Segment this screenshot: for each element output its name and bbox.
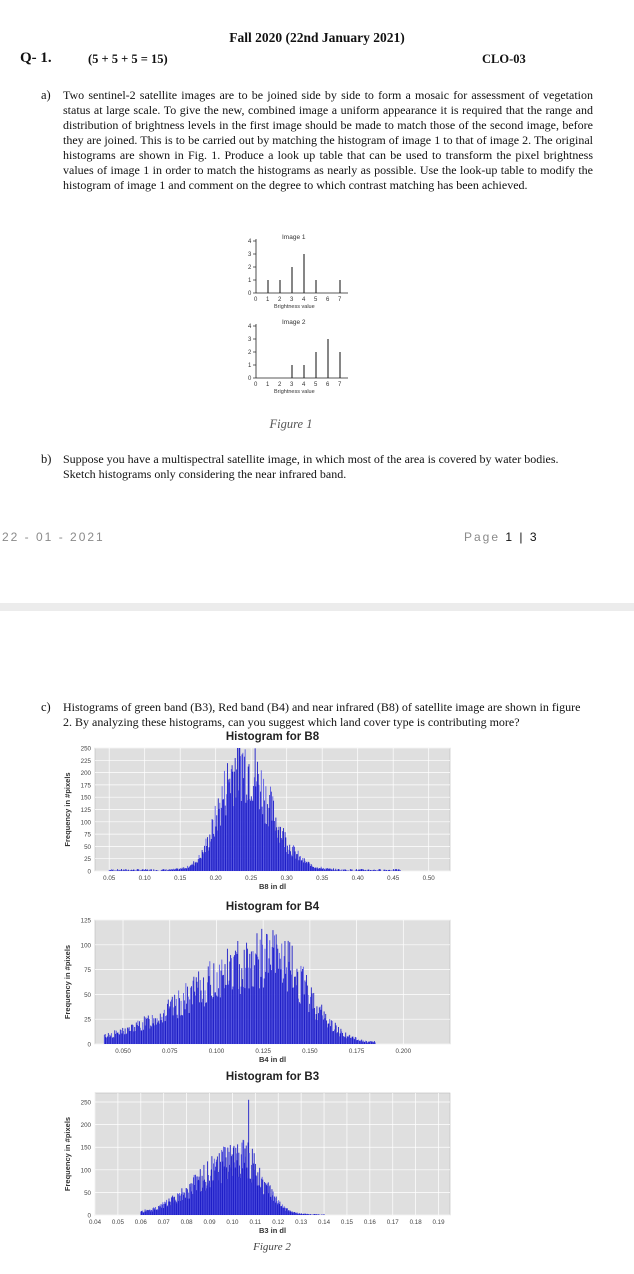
chart-title: Histogram for B8 [225,731,320,743]
y-tick-label: 100 [80,1167,91,1175]
x-tick-label: 0.125 [255,1048,271,1055]
y-tick-label: 50 [84,843,91,851]
x-tick-label: 0.12 [272,1219,285,1226]
x-tick-label: 0.05 [111,1219,124,1226]
y-tick-label: 100 [80,942,91,950]
x-tick-label: 0.050 [115,1048,131,1055]
exam-header [0,30,634,46]
x-axis-label: B8 in dl [258,882,287,891]
y-tick-label: 1 [248,363,252,369]
x-tick-label: 0.45 [387,875,400,882]
x-axis-label: Brightness value [274,304,315,310]
y-tick-label: 50 [84,1189,91,1197]
x-tick-label: 0.50 [422,875,435,882]
y-axis-label: Frequency in #pixels [63,1116,72,1192]
x-tick-label: 0.10 [226,1219,239,1226]
x-tick-label: 2 [278,297,282,303]
x-tick-label: 0.175 [348,1048,365,1055]
x-tick-label: 0.17 [386,1219,399,1226]
y-tick-label: 2 [248,350,252,356]
image-2-title: Image 2 [282,319,306,326]
y-tick-label: 125 [80,807,91,814]
histogram-b8 [60,728,460,893]
image-1-histogram [248,234,348,310]
y-tick-label: 2 [248,265,252,271]
x-tick-label: 0.11 [249,1219,262,1226]
figure-1-caption: Figure 1 [269,417,313,431]
question-marks: (5 + 5 + 5 = 15) [88,52,168,66]
y-axis-label: Frequency in #pixels [63,944,72,1020]
x-tick-label: 5 [314,382,318,388]
y-tick-label: 100 [80,819,91,827]
x-tick-label: 3 [290,382,294,388]
x-tick-label: 0.100 [208,1048,225,1055]
x-tick-label: 6 [326,297,330,303]
figure-1 [228,228,368,406]
x-tick-label: 0.10 [138,875,151,882]
part-a-letter: a) [41,88,51,102]
x-tick-label: 0.15 [340,1219,353,1226]
y-tick-label: 200 [80,1122,91,1130]
clo-label: CLO-03 [482,52,526,66]
figure-2-caption: Figure 2 [253,1241,291,1253]
x-axis-label: Brightness value [274,389,315,395]
chart-title: Histogram for B4 [225,901,320,913]
x-tick-label: 0.04 [88,1219,102,1226]
y-tick-label: 25 [84,1016,91,1024]
x-tick-label: 0.18 [409,1219,422,1226]
x-tick-label: 0.16 [363,1219,376,1226]
page-prefix: Page [464,530,501,544]
x-tick-label: 0.20 [209,875,222,882]
y-tick-label: 3 [248,252,252,258]
x-tick-label: 0.08 [180,1219,193,1226]
y-tick-label: 0 [248,376,252,382]
image-1-title: Image 1 [282,234,306,241]
y-tick-label: 4 [248,239,252,245]
x-tick-label: 0.07 [157,1219,170,1226]
page-total: | 3 [519,530,539,544]
page-separator [0,603,634,611]
y-tick-label: 1 [248,278,252,284]
x-tick-label: 0.40 [351,875,364,882]
y-tick-label: 0 [87,1212,91,1220]
y-tick-label: 250 [80,745,91,753]
part-c-letter: c) [41,700,51,714]
y-tick-label: 150 [80,794,91,802]
x-tick-label: 0.15 [174,875,187,882]
x-tick-label: 3 [290,297,294,303]
chart-title: Histogram for B3 [225,1071,320,1083]
x-axis-label: B3 in dl [258,1226,287,1235]
y-tick-label: 50 [84,991,91,999]
histogram-b3 [60,1068,460,1240]
page-current: 1 [505,530,515,544]
x-tick-label: 7 [338,382,342,388]
x-tick-label: 0.30 [280,875,293,882]
part-b-letter: b) [41,452,52,466]
part-c-text: Histograms of green band (B3), Red band (B4) and near infrared (B8) of satellite image are shown in figure 2. By analyzing these histograms, can you suggest which land cover type is contributing more? [63,700,581,729]
y-tick-label: 125 [80,917,91,925]
y-tick-label: 175 [80,782,91,790]
x-tick-label: 0.35 [316,875,329,882]
y-tick-label: 0 [248,291,252,297]
image-2-histogram [248,319,348,395]
y-tick-label: 150 [80,1144,91,1152]
y-tick-label: 3 [248,337,252,343]
x-tick-label: 4 [302,297,306,303]
x-tick-label: 0.05 [103,875,116,882]
x-tick-label: 0.25 [245,875,258,882]
x-tick-label: 0.06 [134,1219,147,1226]
y-axis-label: Frequency in #pixels [63,772,72,847]
x-tick-label: 4 [302,382,306,388]
x-tick-label: 5 [314,297,318,303]
exam-title: Fall 2020 (22nd January 2021) [229,30,405,45]
x-tick-label: 0.09 [203,1219,216,1226]
y-tick-label: 75 [84,831,91,839]
x-tick-label: 0.075 [161,1048,178,1055]
x-tick-label: 0 [254,382,258,388]
x-tick-label: 2 [278,382,282,388]
histogram-b4 [60,898,460,1068]
x-tick-label: 0.200 [395,1048,412,1055]
footer-date: 22 - 01 - 2021 [2,530,105,544]
x-tick-label: 0.150 [302,1048,318,1055]
y-tick-label: 0 [87,868,91,876]
x-axis-label: B4 in dl [258,1055,287,1064]
y-tick-label: 0 [87,1041,91,1049]
x-tick-label: 0.14 [318,1219,331,1226]
y-tick-label: 75 [84,967,91,975]
question-number: Q- 1. [20,50,52,66]
x-tick-label: 0.13 [295,1219,308,1226]
x-tick-label: 0.19 [432,1219,445,1226]
y-tick-label: 200 [80,770,91,778]
part-b-text: Suppose you have a multispectral satellite image, in which most of the area is covered by water bodies. Sketch histograms only considering the near infrared band. [63,452,559,481]
x-tick-label: 6 [326,382,330,388]
x-tick-label: 1 [266,382,270,388]
part-a-text: Two sentinel-2 satellite images are to be joined side by side to form a mosaic for assessment of vegetation status at large scale. To give the new, combined image a uniform appearance it is required that the range and distribution of brightness levels in the first image should be made to match those of the second image, before they are joined. This is to be carried out by matching the histogram of image 1 to that of image 2. The original histograms are shown in Fig. 1. Produce a look up table that can be used to transform the pixel brightness values of image 1 in order to match the histograms as nearly as possible. Use the look-up table to modify the histogram of image 1 and comment on the degree to which contrast matching has been achieved. [63,88,593,192]
x-tick-label: 1 [266,297,270,303]
footer-page-number [464,530,539,544]
x-tick-label: 0 [254,297,258,303]
x-tick-label: 7 [338,297,342,303]
y-tick-label: 4 [248,324,252,330]
y-tick-label: 25 [84,856,91,864]
y-tick-label: 225 [80,757,91,765]
y-tick-label: 250 [80,1099,91,1107]
